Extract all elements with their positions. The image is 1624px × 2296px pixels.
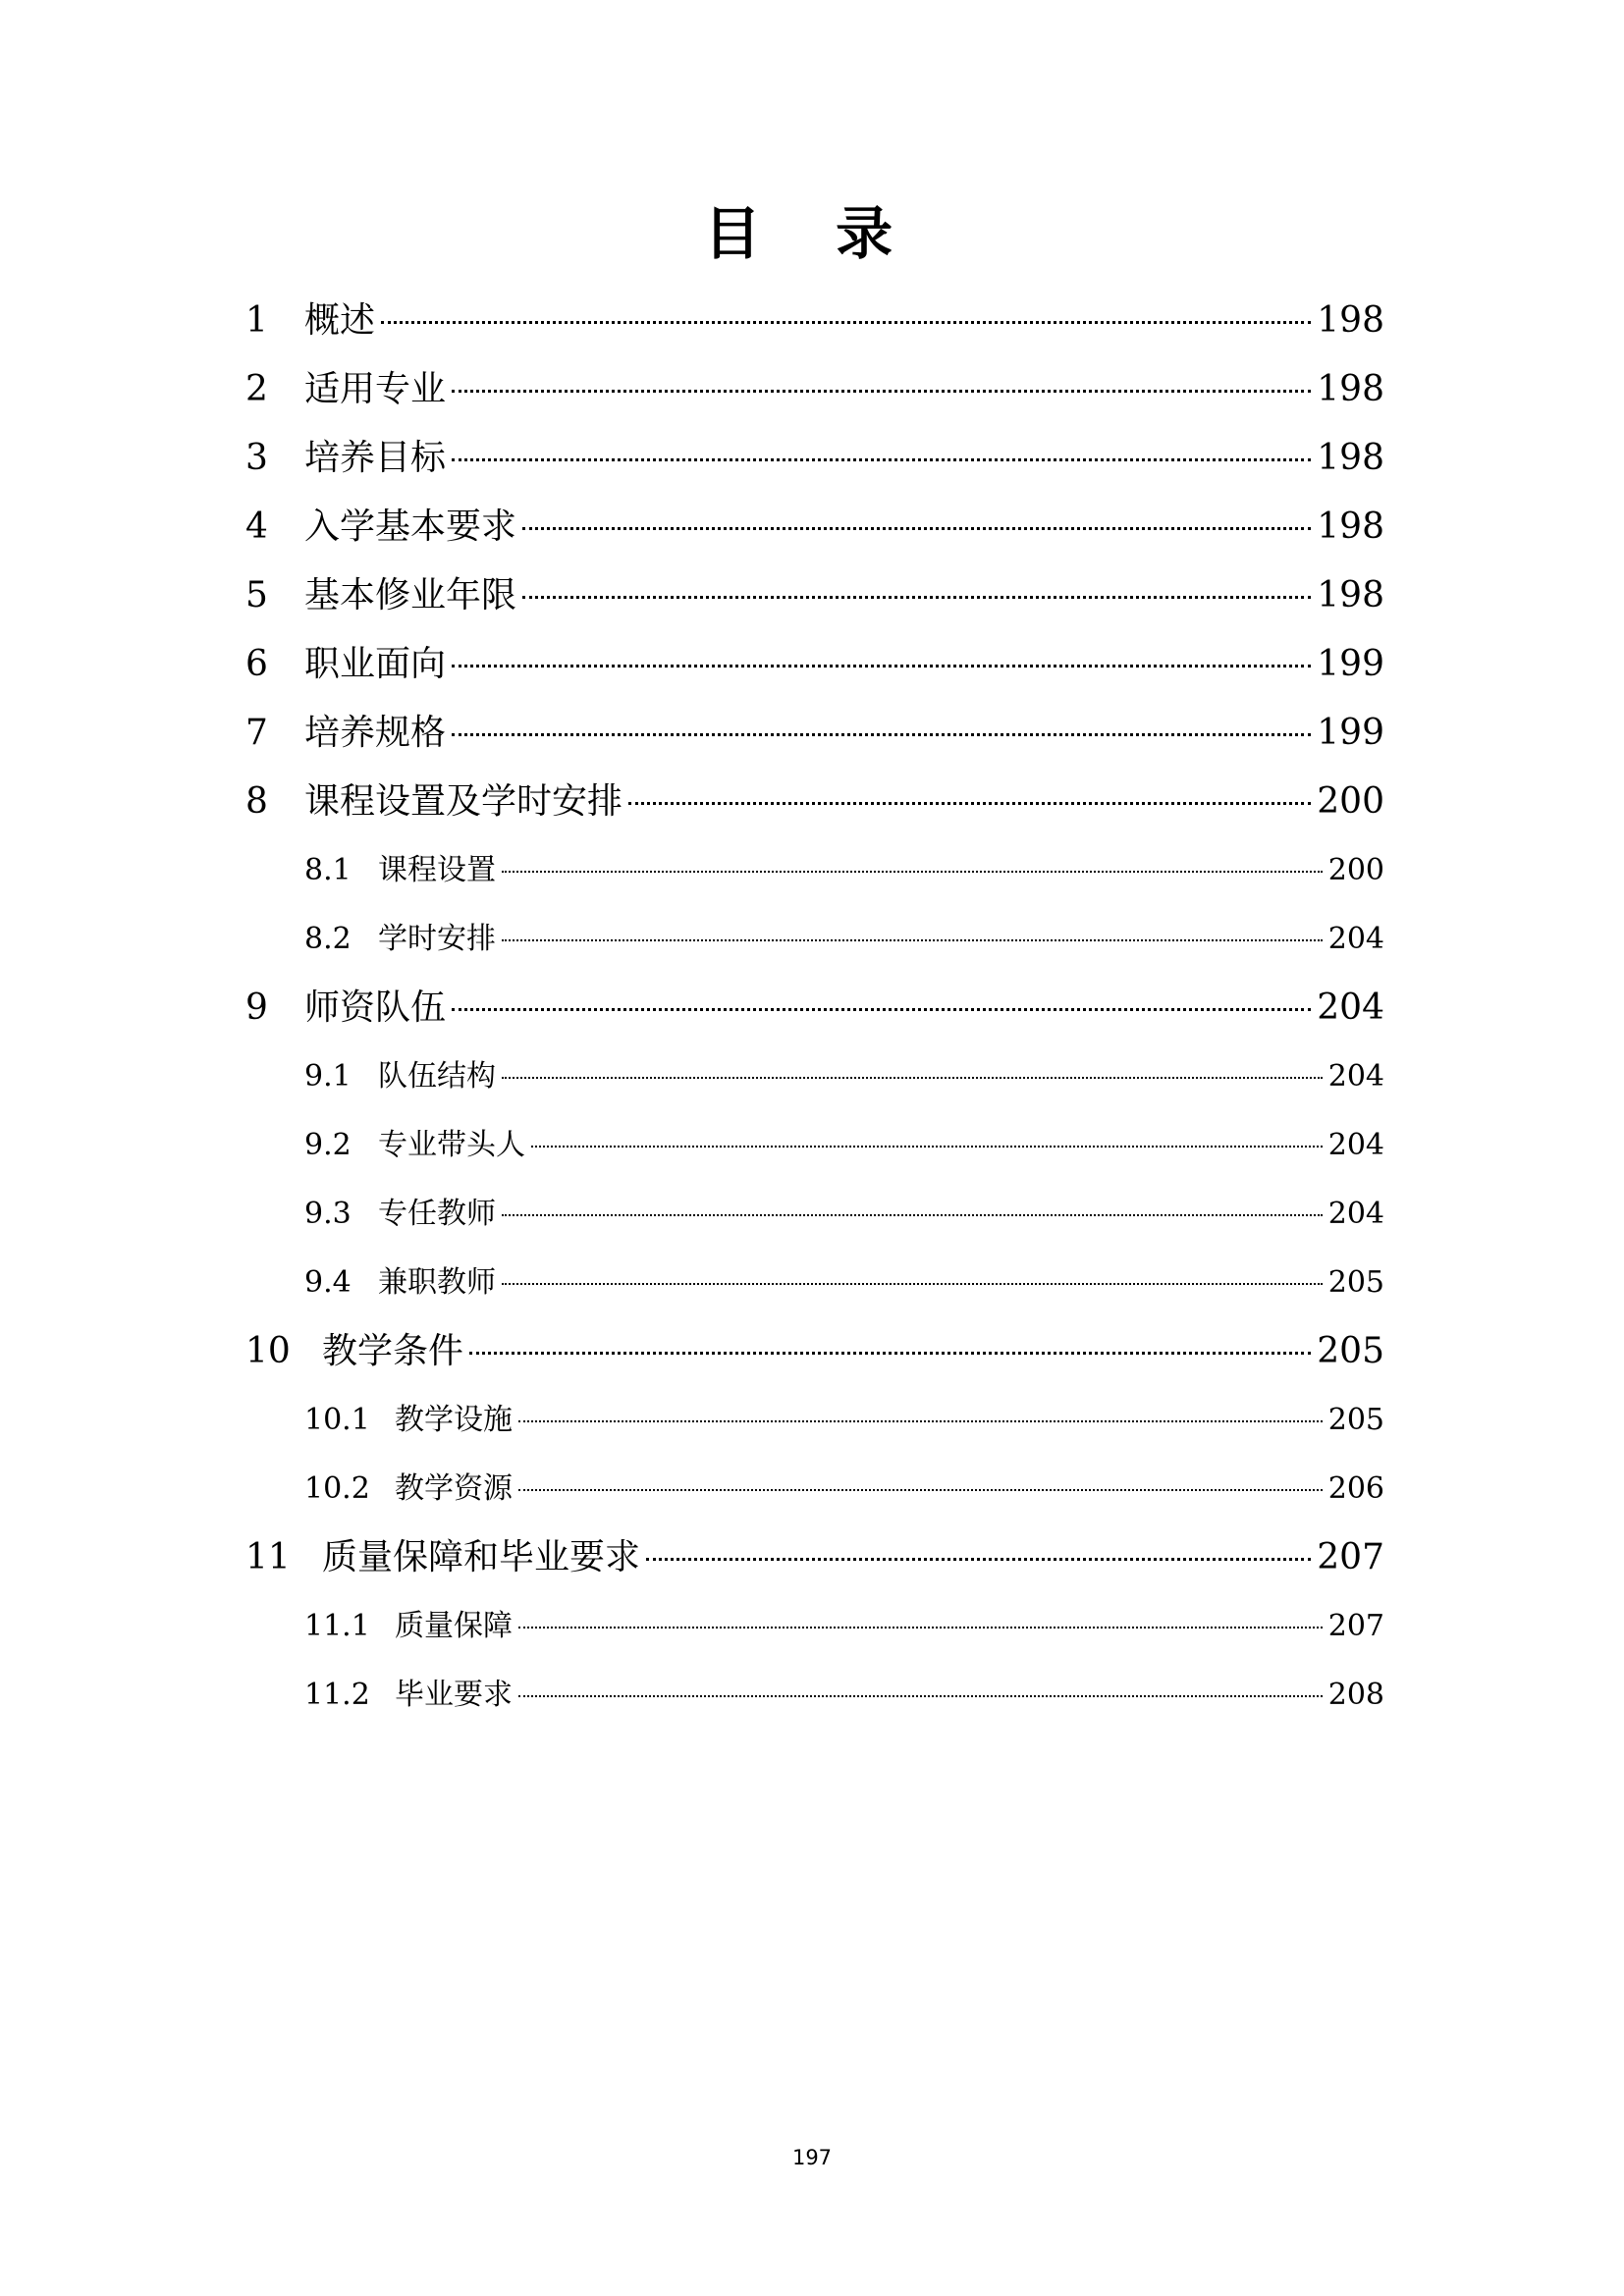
toc-entry-page-number: 204 (1327, 1059, 1384, 1094)
toc-entry-page-number: 207 (1317, 1537, 1384, 1577)
toc-entry-number: 2 (245, 369, 268, 409)
toc-entry[interactable] (245, 1386, 1384, 1455)
dot-leader (502, 1283, 1323, 1285)
toc-entry[interactable] (245, 836, 1384, 905)
toc-entry-number: 11.2 (304, 1678, 370, 1712)
dot-leader (502, 939, 1323, 941)
dot-leader (502, 871, 1323, 873)
toc-entry[interactable] (245, 1592, 1384, 1661)
toc-entry-title: 队伍结构 (378, 1059, 496, 1094)
toc-entry-title: 专业带头人 (378, 1128, 525, 1162)
toc-entry[interactable] (245, 1455, 1384, 1523)
dot-leader (522, 596, 1311, 599)
toc-entry[interactable] (245, 1111, 1384, 1180)
toc-entry-page-number: 198 (1317, 300, 1384, 341)
toc-entry[interactable] (245, 630, 1384, 699)
toc-entry-title: 教学设施 (395, 1403, 513, 1437)
toc-entry-title: 质量保障和毕业要求 (322, 1537, 641, 1577)
dot-leader (452, 390, 1311, 393)
toc-entry-page-number: 205 (1327, 1403, 1384, 1437)
toc-entry-page-number: 205 (1327, 1265, 1384, 1300)
toc-entry-title: 培养目标 (304, 438, 447, 478)
toc-entry-title: 课程设置 (378, 853, 496, 887)
toc-entry-page-number: 206 (1327, 1471, 1384, 1506)
toc-entry-page-number: 204 (1317, 988, 1384, 1028)
toc-entry-number: 3 (245, 438, 268, 478)
toc-entry-title: 培养规格 (304, 713, 447, 753)
toc-entry[interactable] (245, 424, 1384, 493)
dot-leader (518, 1627, 1323, 1629)
toc-entry[interactable] (245, 355, 1384, 424)
dot-leader (518, 1489, 1323, 1491)
toc-entry-page-number: 208 (1327, 1678, 1384, 1712)
toc-entry-title: 教学资源 (395, 1471, 513, 1506)
toc-entry[interactable] (245, 493, 1384, 561)
toc-entry-number: 8.2 (304, 922, 352, 956)
toc-entry-number: 9.3 (304, 1197, 352, 1231)
toc-entry[interactable] (245, 287, 1384, 355)
toc-entry-number: 9.2 (304, 1128, 352, 1162)
dot-leader (502, 1214, 1323, 1216)
toc-entry-title: 专任教师 (378, 1197, 496, 1231)
toc-entry-number: 4 (245, 507, 268, 547)
toc-entry-number: 5 (245, 575, 268, 615)
toc-entry-title: 兼职教师 (378, 1265, 496, 1300)
toc-entry-title: 学时安排 (378, 922, 496, 956)
toc-entry-number: 10.1 (304, 1403, 370, 1437)
toc-entry-number: 8.1 (304, 853, 352, 887)
toc-entry-number: 10 (245, 1331, 291, 1371)
toc-entry-page-number: 205 (1317, 1331, 1384, 1371)
toc-entry[interactable] (245, 905, 1384, 974)
toc-entry[interactable] (245, 1317, 1384, 1386)
toc-entry[interactable] (245, 1661, 1384, 1730)
toc-entry-title: 职业面向 (304, 644, 447, 684)
dot-leader (452, 733, 1311, 736)
table-of-contents (245, 287, 1384, 1730)
toc-entry-page-number: 198 (1317, 369, 1384, 409)
toc-entry-title: 毕业要求 (395, 1678, 513, 1712)
toc-entry-page-number: 198 (1317, 507, 1384, 547)
toc-entry-page-number: 207 (1327, 1609, 1384, 1643)
dot-leader (381, 321, 1311, 324)
toc-entry-title: 适用专业 (304, 369, 447, 409)
toc-entry-number: 9.1 (304, 1059, 352, 1094)
toc-entry-page-number: 198 (1317, 575, 1384, 615)
toc-entry-page-number: 200 (1327, 853, 1384, 887)
toc-entry-title: 教学条件 (322, 1331, 464, 1371)
toc-entry[interactable] (245, 768, 1384, 836)
dot-leader (469, 1352, 1311, 1355)
toc-entry[interactable] (245, 699, 1384, 768)
dot-leader (452, 458, 1311, 461)
toc-entry-number: 6 (245, 644, 268, 684)
dot-leader (522, 527, 1311, 530)
dot-leader (646, 1558, 1311, 1561)
toc-entry-page-number: 204 (1327, 1128, 1384, 1162)
toc-entry-title: 师资队伍 (304, 988, 447, 1028)
toc-entry-number: 11.1 (304, 1609, 370, 1643)
dot-leader (502, 1077, 1323, 1079)
toc-entry-title: 概述 (304, 300, 376, 341)
toc-entry-number: 7 (245, 713, 268, 753)
toc-entry[interactable] (245, 1180, 1384, 1249)
toc-entry-number: 10.2 (304, 1471, 370, 1506)
toc-entry-page-number: 204 (1327, 1197, 1384, 1231)
dot-leader (531, 1146, 1323, 1148)
toc-entry-number: 11 (245, 1537, 291, 1577)
toc-entry-page-number: 204 (1327, 922, 1384, 956)
toc-entry-page-number: 199 (1317, 644, 1384, 684)
toc-entry-number: 8 (245, 781, 268, 822)
dot-leader (518, 1695, 1323, 1697)
toc-entry[interactable] (245, 1249, 1384, 1317)
toc-entry-page-number: 200 (1317, 781, 1384, 822)
toc-entry-number: 9.4 (304, 1265, 352, 1300)
toc-entry[interactable] (245, 1523, 1384, 1592)
dot-leader (628, 802, 1311, 805)
toc-entry-number: 1 (245, 300, 268, 341)
toc-entry[interactable] (245, 561, 1384, 630)
toc-entry-page-number: 198 (1317, 438, 1384, 478)
dot-leader (452, 665, 1311, 667)
toc-entry-title: 基本修业年限 (304, 575, 517, 615)
toc-entry-title: 入学基本要求 (304, 507, 517, 547)
toc-entry[interactable] (245, 974, 1384, 1042)
toc-entry-title: 质量保障 (395, 1609, 513, 1643)
toc-entry-title: 课程设置及学时安排 (304, 781, 623, 822)
page-title: 目 录 (703, 200, 921, 267)
toc-entry-page-number: 199 (1317, 713, 1384, 753)
toc-entry-number: 9 (245, 988, 268, 1028)
dot-leader (452, 1008, 1311, 1011)
toc-entry[interactable] (245, 1042, 1384, 1111)
page-number: 197 (791, 2146, 833, 2169)
dot-leader (518, 1420, 1323, 1422)
